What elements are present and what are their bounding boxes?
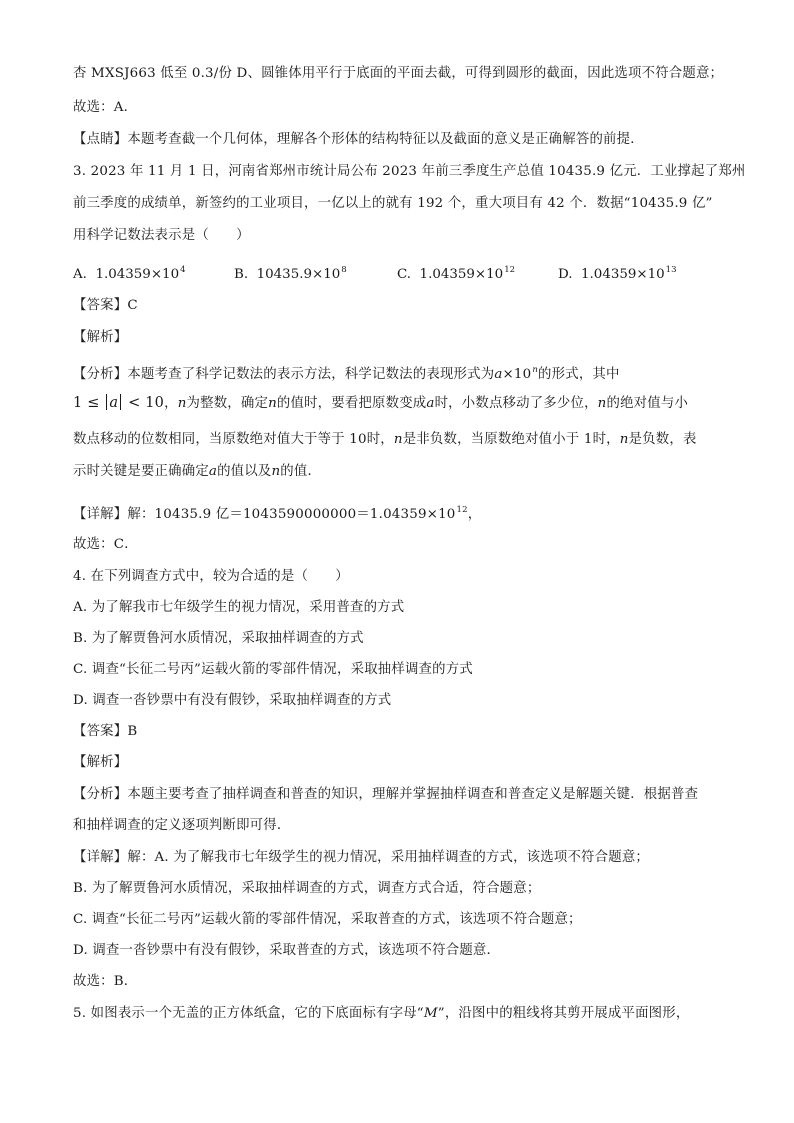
text-span: 时，小数点移动了多少位， [434, 396, 598, 411]
math-var: n [268, 396, 277, 411]
option-label: D. [558, 267, 573, 282]
question-3-line: 用科学记数法表示是（ ） [73, 228, 250, 243]
math-var: a [494, 367, 503, 382]
analysis-line [73, 393, 688, 414]
text-line: 杏 MXSJ663 低至 0.3/份 D、圆锥体用平行于底面的平面去截，可得到圆形的截面，因此选项不符合题意； [73, 66, 724, 81]
analysis-heading: 【解析】 [73, 330, 128, 345]
option-label: C. [397, 267, 412, 282]
math-var: n [271, 464, 281, 479]
text-span: 【详解】解：10435.9 亿＝1043590000000＝1.04359×10 [73, 507, 456, 522]
text-span: 的值时，要看把原数变成 [276, 396, 427, 411]
text-span: ”，沿图中的粗线将其剪开展成平面图形， [437, 1006, 690, 1021]
option-exponent: 12 [504, 265, 516, 275]
question-4-option-a: A. 为了解我市七年级学生的视力情况，采用普查的方式 [73, 600, 405, 615]
text-span: 为整数，确定 [186, 396, 269, 411]
text-span: ， [467, 507, 482, 522]
option-exponent: 13 [665, 265, 677, 275]
text-span: 是负数，表 [628, 432, 697, 447]
text-span: 示时关键是要正确确定 [73, 464, 209, 479]
question-5-line [73, 1004, 689, 1024]
question-4-option-c: C. 调查“长征二号丙”运载火箭的零部件情况，采取抽样调查的方式 [73, 662, 473, 677]
option-a [73, 260, 186, 285]
analysis-line [73, 360, 620, 385]
question-4-line: 4. 在下列调查方式中，较为合适的是（ ） [73, 569, 349, 584]
math-var: a [208, 464, 218, 479]
math-exponent: 12 [456, 505, 468, 515]
math-var: a [426, 396, 435, 411]
detail-line: 【详解】解：A. 为了解我市七年级学生的视力情况，采用抽样调查的方式，该选项不符合题意； [73, 850, 649, 865]
question-4-option-d: D. 调查一沓钞票中有没有假钞，采取抽样调查的方式 [73, 693, 392, 708]
choose-line: 故选：C． [73, 537, 138, 552]
option-label: B. [234, 267, 249, 282]
option-value: 1.04359×10 [581, 267, 665, 282]
text-span: 【分析】本题考查了科学记数法的表示方法，科学记数法的表现形式为 [73, 367, 495, 382]
math-ineq-right: < 10 [128, 395, 165, 411]
question-3-line: 前三季度的成绩单，新签约的工业项目，一亿以上的就有 192 个，重大项目有 42 个．数据“10435.9 亿” [73, 196, 713, 211]
analysis-line [73, 462, 321, 482]
text-span: 数点移动的位数相同，当原数绝对值大于等于 10时， [73, 432, 394, 447]
math-var: M [423, 1006, 438, 1021]
option-value: 1.04359×10 [95, 267, 180, 282]
math-var: n [393, 432, 403, 447]
option-label: A. [73, 267, 87, 282]
text-span: 的值． [280, 464, 322, 479]
analysis-line [73, 430, 697, 450]
math-var: n [177, 396, 187, 411]
option-d [558, 260, 677, 285]
detail-line: C. 调查“长征二号丙”运载火箭的零部件情况，采取普查的方式，该选项不符合题意； [73, 912, 582, 927]
abs-bar [106, 394, 107, 410]
question-4-option-b: B. 为了解贾鲁河水质情况，采取抽样调查的方式 [73, 631, 364, 646]
detail-line [73, 500, 481, 525]
math-exponent: n [532, 365, 539, 375]
math-var: a [109, 395, 119, 411]
text-line: 故选：A． [73, 100, 138, 115]
text-span: 是非负数，当原数绝对值小于 1时， [402, 432, 620, 447]
abs-bar [120, 394, 121, 410]
analysis-line: 和抽样调查的定义逐项判断即可得． [73, 818, 291, 833]
option-b [234, 260, 347, 285]
analysis-line: 【分析】本题主要考查了抽样调查和普查的知识，理解并掌握抽样调查和普查定义是解题关键．根据普查 [73, 787, 699, 802]
answer-label: 【答案】B [73, 724, 138, 739]
option-exponent: 4 [180, 265, 186, 275]
math-ineq-left: 1 ≤ [73, 395, 100, 411]
detail-line: D. 调查一沓钞票中有没有假钞，采取普查的方式，该选项不符合题意． [73, 943, 501, 958]
option-value: 1.04359×10 [419, 267, 504, 282]
text-span: 的绝对值与小 [606, 396, 689, 411]
math-var: n [597, 396, 607, 411]
text-span: 的值以及 [217, 464, 272, 479]
choose-line: 故选：B． [73, 974, 138, 989]
math-var: n [619, 432, 629, 447]
option-exponent: 8 [341, 265, 347, 275]
text-span: ， [164, 396, 178, 411]
answer-label: 【答案】C [73, 298, 138, 313]
math-times: ×10 [502, 367, 532, 382]
option-c [397, 260, 515, 285]
analysis-heading: 【解析】 [73, 755, 128, 770]
question-3-line: 3. 2023 年 11 月 1 日，河南省郑州市统计局公布 2023 年前三季度生产总值 10435.9 亿元．工业撑起了郑州 [73, 164, 746, 179]
detail-line: B. 为了解贾鲁河水质情况，采取抽样调查的方式，调查方式合适，符合题意； [73, 881, 541, 896]
tip-line: 【点睛】本题考查截一个几何体，理解各个形体的结构特征以及截面的意义是正确解答的前提． [73, 132, 644, 147]
text-span: 5. 如图表示一个无盖的正方体纸盒，它的下底面标有字母“ [73, 1006, 424, 1021]
text-span: 的形式，其中 [538, 367, 620, 382]
option-value: 10435.9×10 [256, 267, 341, 282]
